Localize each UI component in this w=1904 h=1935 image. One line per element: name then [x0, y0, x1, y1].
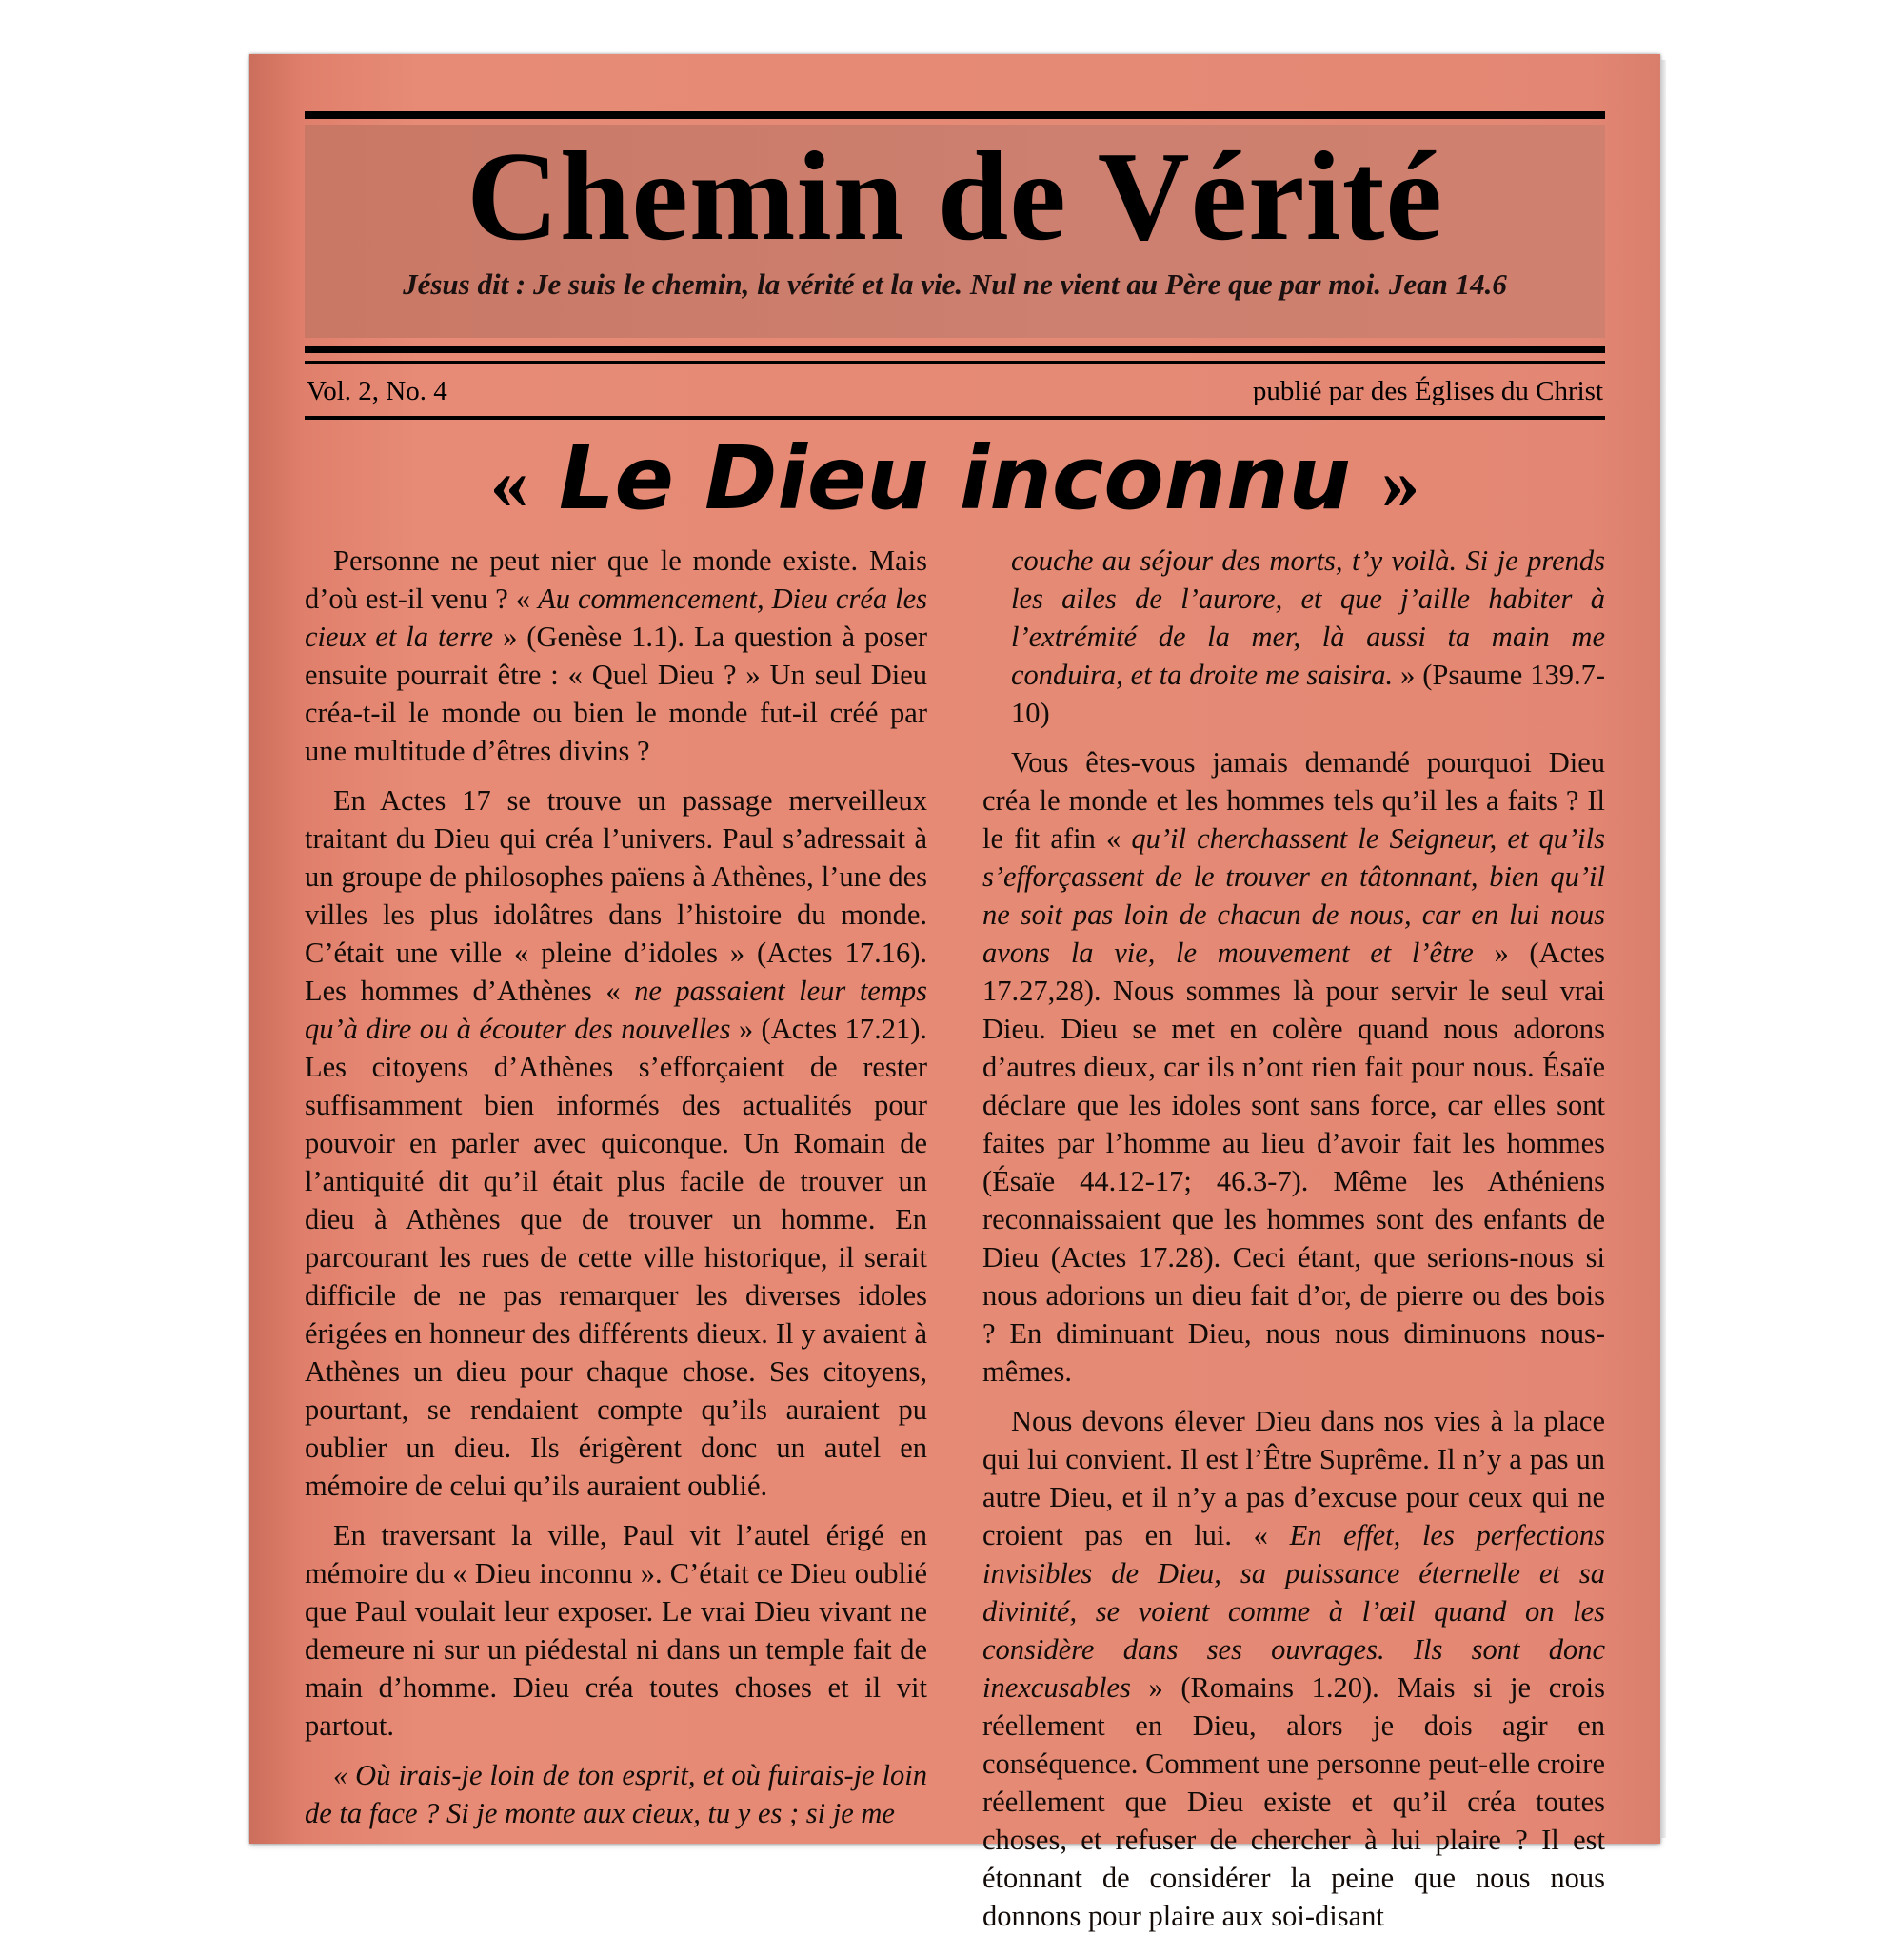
paragraph-1 — [305, 542, 927, 770]
p1-quote: Au commencement, Dieu créa les cieux et la terre — [305, 582, 928, 653]
psalm-quote-text: couche au séjour des morts, t’y voilà. Si je prends les ailes de l’aurore, et que j’aille habiter à l’extrémité de la mer, là aussi ta main me conduira, et ta droite me saisira. — [1011, 544, 1605, 691]
headline-open-quote: « — [489, 442, 528, 525]
article-headline — [249, 427, 1660, 529]
masthead-bottom-rule — [305, 346, 1605, 353]
headline-close-quote: » — [1381, 442, 1420, 525]
issue-info-row — [305, 374, 1605, 414]
p4-text-c: » (Actes 17.27,28). Nous sommes là pour servir le seul vrai Dieu. Dieu se met en colère quand nous adorons d’autres dieux, car ils n’ont rien fait pour nous. Ésaïe déclare que les idoles sont sans force, car elles sont faites par l’homme au lieu d’avoir fait les hommes (Ésaïe 44.12-17; 46.3-7). Même les Athéniens reconnaissaient que les hommes sont des enfants de Dieu (Actes 17.28). Ceci étant, que serions-nous si nous adorions un dieu fait d’or, de pierre ou des bois ? En diminuant Dieu, nous nous diminuons nous-mêmes. — [982, 937, 1605, 1388]
p5-text-a: Nous devons élever Dieu dans nos vies à la place qui lui convient. Il est l’Être Suprême. Il n’y a pas un autre Dieu, et il n’y a pas d’excuse pour ceux qui ne croient pas en lui. « — [982, 1405, 1605, 1551]
p5-text-c: » (Romains 1.20). Mais si je crois réellement en Dieu, alors je dois agir en conséquence. Comment une personne peut-elle croire réellement que Dieu existe et qu’il créa toutes choses, et refuser de chercher à lui plaire ? Il est étonnant de considérer la peine que nous nous donnons pour plaire aux soi-disant — [982, 1671, 1606, 1932]
masthead-thin-rule — [305, 361, 1605, 364]
headline-text: Le Dieu inconnu — [558, 427, 1352, 529]
p2-text-a: En Actes 17 se trouve un passage merveilleux traitant du Dieu qui créa l’univers. Paul s’adressait à un groupe de philosophes païens à Athènes, l’une des villes les plus idolâtres dans l’histoire du monde. C’était une ville « pleine d’idoles » (Actes 17.16). Les hommes d’Athènes « — [305, 784, 927, 1007]
publisher-line: publié par des Églises du Christ — [1252, 376, 1603, 406]
psalm-quote-end — [982, 542, 1605, 732]
p1-text-a: Personne ne peut nier que le monde existe. Mais d’où est-il venu ? « — [305, 544, 927, 615]
publication-title: Chemin de Vérité — [466, 126, 1443, 267]
p2-quote: ne passaient leur temps qu’à dire ou à écouter des nouvelles — [305, 975, 927, 1045]
p2-text-c: » (Actes 17.21). Les citoyens d’Athènes s’efforçaient de rester suffisamment bien informés des actualités pour pouvoir en parler avec quiconque. Un Romain de l’antiquité dit qu’il était plus facile de trouver un dieu à Athènes que de trouver un homme. En parcourant les rues de cette ville historique, il serait difficile de ne pas remarquer les diverses idoles érigées en honneur des différents dieux. Il y avaient à Athènes un dieu pour chaque chose. Ses citoyens, pourtant, se rendaient compte qu’ils auraient pu oublier un dieu. Ils érigèrent donc un autel en mémoire de celui qu’ils auraient oublié. — [305, 1013, 927, 1502]
paragraph-3: En traversant la ville, Paul vit l’autel érigé en mémoire du « Dieu inconnu ». C’était ce Dieu oublié que Paul voulait leur exposer. Le vrai Dieu vivant ne demeure ni sur un piédestal ni dans un temple fait de main d’homme. Dieu créa toutes choses et il vit partout. — [305, 1519, 927, 1742]
tract-page — [249, 54, 1660, 1932]
psalm-reference: » (Psaume 139.7-10) — [1011, 659, 1605, 729]
p4-quote: qu’il cherchassent le Seigneur, et qu’ils s’efforçassent de le trouver en tâtonnant, bien qu’il ne soit pas loin de chacun de nous, car en lui nous avons la vie, le mouvement et l’être — [982, 822, 1605, 969]
publication-motto: Jésus dit : Je suis le chemin, la vérité et la vie. Nul ne vient au Père que par moi. Jean 14.6 — [403, 267, 1507, 301]
issue-rule — [305, 416, 1605, 420]
p1-text-c: » (Genèse 1.1). La question à poser ensuite pourrait être : « Quel Dieu ? » Un seul Dieu créa-t-il le monde ou bien le monde fut-il créé par une multitude d’êtres divins ? — [305, 621, 928, 767]
top-rule — [305, 111, 1605, 119]
paragraph-4 — [982, 743, 1605, 1391]
issue-volume: Vol. 2, No. 4 — [307, 376, 447, 406]
p5-quote: En effet, les perfections invisibles de Dieu, sa puissance éternelle et sa divinité, se voient comme à l’œil quand on les considère dans ses ouvrages. Ils sont donc inexcusables — [982, 1519, 1606, 1704]
article-column-right — [982, 542, 1606, 1932]
article-column-left — [305, 542, 927, 1836]
masthead — [305, 111, 1605, 357]
paragraph-2 — [305, 781, 927, 1505]
p4-text-a: Vous êtes-vous jamais demandé pourquoi Dieu créa le monde et les hommes tels qu’il les a faits ? Il le fit afin « — [982, 746, 1605, 855]
psalm-quote-start: « Où irais-je loin de ton esprit, et où fuirais-je loin de ta face ? Si je monte aux cieux, tu y es ; si je me — [305, 1759, 927, 1829]
paragraph-5 — [982, 1402, 1605, 1935]
